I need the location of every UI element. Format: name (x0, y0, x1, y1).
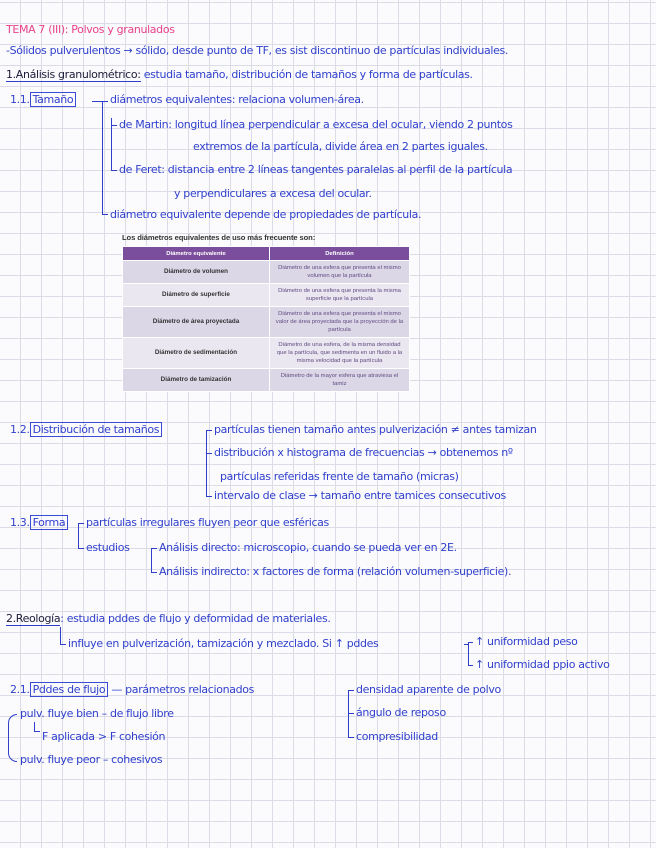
connector (60, 644, 66, 645)
table-cell: Diámetro de una esfera, de la misma densidad que la partícula, que sedimenta en un fluido a la misma velocidad que la partícula (270, 338, 410, 369)
equivalent-diameters-table-figure (117, 233, 413, 392)
section-2-heading (6, 612, 330, 626)
table-cell: Diámetro de superficie (123, 284, 270, 307)
section-2-title: 2.Reología (6, 612, 61, 625)
table-cell: Diámetro de la mayor esfera que atraviesa el tamiz (270, 369, 410, 392)
influence-line: influye en pulverización, tamización y mezclado. Si ↑ pddes (68, 637, 379, 650)
section-1-summary: estudia tamaño, distribución de tamaños y forma de partículas. (140, 68, 473, 81)
section-1-heading (6, 68, 473, 82)
subsection-1-3-label (10, 516, 68, 530)
subsection-1-3-box: Forma (30, 515, 69, 530)
table-title: Los diámetros equivalentes de uso más frecuente son: (122, 233, 316, 242)
feret-line-2: y perpendiculares a excesa del ocular. (174, 187, 372, 200)
table-header: Definición (270, 247, 410, 261)
martin-line-2: extremos de la partícula, divide área en 2 partes iguales. (193, 140, 488, 153)
connector (468, 665, 473, 666)
connector (151, 548, 157, 549)
table-row (123, 284, 410, 307)
subsection-1-1-label (10, 93, 76, 107)
bracket (102, 101, 103, 214)
subsection-2-1-box: Pddes de flujo (30, 682, 109, 697)
connector (151, 572, 157, 573)
table-row (123, 369, 410, 392)
connector (111, 170, 117, 171)
table-cell: Diámetro de sedimentación (123, 338, 270, 369)
bracket (34, 722, 35, 731)
subsection-1-2-box: Distribución de tamaños (30, 422, 163, 437)
table-row (123, 261, 410, 284)
distribution-line-3: partículas referidas frente de tamaño (micras) (220, 470, 459, 483)
connector (111, 125, 117, 126)
table-cell: Diámetro de una esfera que presenta el mismo volumen que la partícula (270, 261, 410, 284)
connector (348, 737, 354, 738)
bracket (78, 523, 79, 548)
connector (468, 642, 473, 643)
subsection-1-3-number: 1.3. (10, 516, 30, 529)
bracket (468, 642, 469, 665)
distribution-line-1: partículas tienen tamaño antes pulverización ≠ antes tamizan (214, 423, 537, 436)
martin-line-1: de Martin: longitud línea perpendicular a excesa del ocular, viendo 2 puntos (119, 118, 513, 131)
subsection-1-1-number: 1.1. (10, 93, 30, 106)
bracket (60, 627, 61, 644)
bracket (206, 430, 207, 496)
page-title: TEMA 7 (III): Polvos y granulados (6, 23, 175, 36)
section-1-title: 1.Análisis granulométrico: (6, 68, 141, 81)
table-row (123, 338, 410, 369)
connector (92, 101, 102, 102)
param-density: densidad aparente de polvo (356, 683, 501, 696)
shape-line-1: partículas irregulares fluyen peor que esféricas (86, 516, 329, 529)
indirect-analysis: Análisis indirecto: x factores de forma (relación volumen-superficie). (159, 565, 512, 578)
connector (206, 453, 212, 454)
section-2-summary: : estudia pddes de flujo y deformidad de materiales. (60, 612, 331, 625)
subsection-1-2-number: 1.2. (10, 423, 30, 436)
parameters-label: — parámetros relacionados (108, 683, 254, 696)
table-cell: Diámetro de volumen (123, 261, 270, 284)
equivalent-diameters-table (122, 246, 410, 392)
diameter-definition: diámetros equivalentes: relaciona volumen-área. (110, 93, 364, 106)
feret-line-1: de Feret: distancia entre 2 líneas tangentes paralelas al perfil de la partícula (119, 163, 513, 176)
connector (348, 713, 354, 714)
intro-line: -Sólidos pulverulentos → sólido, desde punto de TF, es sist discontinuo de partículas individuales. (6, 44, 509, 57)
subsection-1-2-label (10, 423, 162, 437)
flow-good: pulv. fluye bien – de flujo libre (20, 707, 174, 720)
force-relation: F aplicada > F cohesión (42, 730, 166, 743)
table-cell: Diámetro de una esfera que presenta el mismo valor de área proyectada que la proyección de la partícula (270, 307, 410, 338)
subsection-1-1-box: Tamaño (30, 92, 77, 107)
depends-line: diámetro equivalente depende de propiedades de partícula. (110, 208, 422, 221)
table-row (123, 307, 410, 338)
table-cell: Diámetro de una esfera que presenta la misma superficie que la partícula (270, 284, 410, 307)
connector (348, 690, 354, 691)
distribution-line-4: intervalo de clase → tamaño entre tamices consecutivos (214, 489, 506, 502)
bracket (151, 548, 152, 572)
param-compressibility: compresibilidad (356, 730, 438, 743)
connector (34, 731, 40, 732)
direct-analysis: Análisis directo: microscopio, cuando se pueda ver en 2E. (159, 541, 457, 554)
distribution-line-2: distribución x histograma de frecuencias → obtenemos nº (214, 446, 513, 459)
uniformity-active: ↑ uniformidad ppio activo (475, 658, 610, 671)
connector (78, 523, 84, 524)
connector (206, 430, 212, 431)
studies-label: estudios (86, 541, 130, 554)
connector (206, 496, 212, 497)
table-cell: Diámetro de área proyectada (123, 307, 270, 338)
table-header: Diámetro equivalente (123, 247, 270, 261)
subsection-2-1-label (10, 683, 254, 697)
connector (102, 214, 108, 215)
connector (102, 101, 108, 102)
flow-poor: pulv. fluye peor – cohesivos (20, 753, 163, 766)
subsection-2-1-number: 2.1. (10, 683, 30, 696)
bracket (8, 714, 17, 762)
table-cell: Diámetro de tamización (123, 369, 270, 392)
param-angle: ángulo de reposo (356, 706, 446, 719)
uniformity-weight: ↑ uniformidad peso (475, 635, 578, 648)
connector (78, 548, 84, 549)
